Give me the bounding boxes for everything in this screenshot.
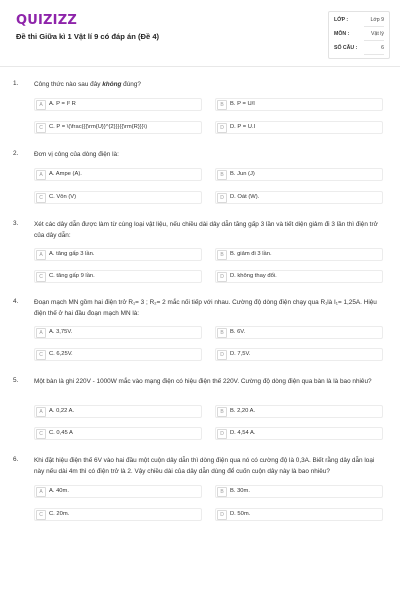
meta-underline [364, 54, 384, 55]
header-divider [0, 66, 400, 67]
option-text: B. Jun (J) [230, 171, 255, 177]
option-letter-badge: C [36, 429, 46, 439]
question-text: Xét các dây dẫn được làm từ cùng loại vật liệu, nếu chiều dài dây dẫn tăng gấp 3 lần và tiết diện giảm đi 3 lần thì điện trở của dây dẫn: [34, 221, 378, 239]
option-text: A. 40m. [49, 488, 69, 494]
question-emphasis: không [102, 81, 122, 88]
meta-label: SỐ CÂU : [334, 45, 358, 51]
option-letter-badge: C [36, 272, 46, 282]
option-a[interactable] [34, 98, 202, 111]
question-text: Đơn vị công của dòng điện là: [34, 151, 119, 158]
option-text: D. Oát (W). [230, 194, 260, 200]
option-letter-badge: D [217, 429, 227, 439]
meta-row-count [334, 42, 384, 56]
option-a[interactable] [34, 405, 202, 418]
option-a[interactable] [34, 326, 202, 339]
option-letter-badge: A [36, 250, 46, 260]
option-letter-badge: C [36, 123, 46, 133]
option-b[interactable] [215, 98, 383, 111]
option-letter-badge: A [36, 407, 46, 417]
option-c[interactable] [34, 508, 202, 521]
option-d[interactable] [215, 508, 383, 521]
option-letter-badge: D [217, 272, 227, 282]
option-letter-badge: A [36, 328, 46, 338]
option-text: C. P = \(\frac{{{\rm{U}}^{2}}}{{\rm{R}}}\) [49, 124, 148, 130]
option-text: C. Vôn (V) [49, 194, 77, 200]
question-number: 3. [13, 220, 19, 227]
option-b[interactable] [215, 248, 383, 261]
option-d[interactable] [215, 270, 383, 283]
option-a[interactable] [34, 248, 202, 261]
option-d[interactable] [215, 191, 383, 204]
option-d[interactable] [215, 348, 383, 361]
option-a[interactable] [34, 168, 202, 181]
question-text: Đoạn mạch MN gồm hai điện trở R₁= 3 ; R₂= 2 mắc nối tiếp với nhau. Cường độ dòng điện chạy qua R₁là I₁= 1,25A. Hiệu điện thế ở hai đầu đoạn mạch MN là: [34, 299, 377, 317]
question-text-part: đúng? [121, 81, 141, 88]
option-letter-badge: B [217, 170, 227, 180]
option-text: A. 0,22 A. [49, 408, 75, 414]
option-letter-badge: D [217, 123, 227, 133]
meta-underline [364, 40, 384, 41]
option-text: B. P = U/I [230, 101, 255, 107]
worksheet-title: Đề thi Giữa kì 1 Vật lí 9 có đáp án (Đề 4) [16, 32, 160, 41]
question-text-part: Công thức nào sau đây [34, 81, 103, 88]
option-letter-badge: B [217, 407, 227, 417]
meta-row-subject [334, 28, 384, 42]
option-c[interactable] [34, 348, 202, 361]
option-letter-badge: A [36, 170, 46, 180]
option-letter-badge: C [36, 193, 46, 203]
option-text: C. 0,45 A [49, 430, 73, 436]
option-letter-badge: D [217, 510, 227, 520]
question-text [34, 80, 386, 91]
option-text: A. 3,75V. [49, 329, 73, 335]
option-b[interactable] [215, 485, 383, 498]
option-d[interactable] [215, 427, 383, 440]
option-b[interactable] [215, 326, 383, 339]
option-text: C. tăng gấp 9 lần. [49, 273, 95, 279]
option-text: D. không thay đổi. [230, 273, 277, 279]
option-text: A. P = I² R [49, 101, 76, 107]
option-letter-badge: A [36, 100, 46, 110]
meta-label: LỚP : [334, 17, 349, 23]
question-number: 6. [13, 456, 19, 463]
option-text: B. 30m. [230, 488, 250, 494]
question-number: 5. [13, 377, 19, 384]
worksheet-header [0, 0, 400, 62]
option-b[interactable] [215, 168, 383, 181]
option-c[interactable] [34, 270, 202, 283]
option-letter-badge: C [36, 510, 46, 520]
option-text: D. 7,5V. [230, 351, 251, 357]
question-number: 4. [13, 298, 19, 305]
option-a[interactable] [34, 485, 202, 498]
option-c[interactable] [34, 121, 202, 134]
question-text: Khi đặt hiệu điện thế 6V vào hai đầu một cuộn dây dẫn thì dòng điện qua nó có cường độ là 0,3A. Biết rằng dây dẫn loại này nếu dài 4m thì có điện trở là 2. Vậy chiều dài của dây dẫn dùng để cuốn cuộn dây này là bao nhiêu? [34, 457, 375, 475]
question-number: 2. [13, 150, 19, 157]
option-text: D. P = U.I [230, 124, 256, 130]
option-b[interactable] [215, 405, 383, 418]
meta-row-class [334, 14, 384, 28]
meta-value: Lớp 9 [370, 17, 384, 23]
option-text: C. 20m. [49, 511, 70, 517]
option-text: D. 4,54 A. [230, 430, 256, 436]
option-letter-badge: B [217, 100, 227, 110]
option-text: B. giảm đi 3 lần. [230, 251, 272, 257]
option-letter-badge: B [217, 487, 227, 497]
worksheet-meta-box [328, 11, 390, 59]
option-text: B. 2,20 A. [230, 408, 256, 414]
option-text: D. 50m. [230, 511, 251, 517]
option-letter-badge: A [36, 487, 46, 497]
option-text: A. Ampe (A). [49, 171, 82, 177]
question-number: 1. [13, 80, 19, 87]
option-letter-badge: D [217, 350, 227, 360]
option-letter-badge: C [36, 350, 46, 360]
option-c[interactable] [34, 191, 202, 204]
option-letter-badge: B [217, 250, 227, 260]
option-letter-badge: D [217, 193, 227, 203]
meta-label: MÔN : [334, 31, 350, 37]
option-letter-badge: B [217, 328, 227, 338]
option-d[interactable] [215, 121, 383, 134]
meta-value: 6 [381, 45, 384, 51]
meta-value: Vật lý [371, 31, 384, 37]
option-c[interactable] [34, 427, 202, 440]
quizizz-logo: QUIZIZZ [16, 13, 77, 28]
question-text: Một bàn là ghi 220V - 1000W mắc vào mạng điện có hiệu điện thế 220V. Cường độ dòng điện qua bàn là là bao nhiêu? [34, 378, 372, 385]
option-text: C. 6,25V. [49, 351, 73, 357]
option-text: A. tăng gấp 3 lần. [49, 251, 95, 257]
option-text: B. 6V. [230, 329, 246, 335]
meta-underline [364, 26, 384, 27]
